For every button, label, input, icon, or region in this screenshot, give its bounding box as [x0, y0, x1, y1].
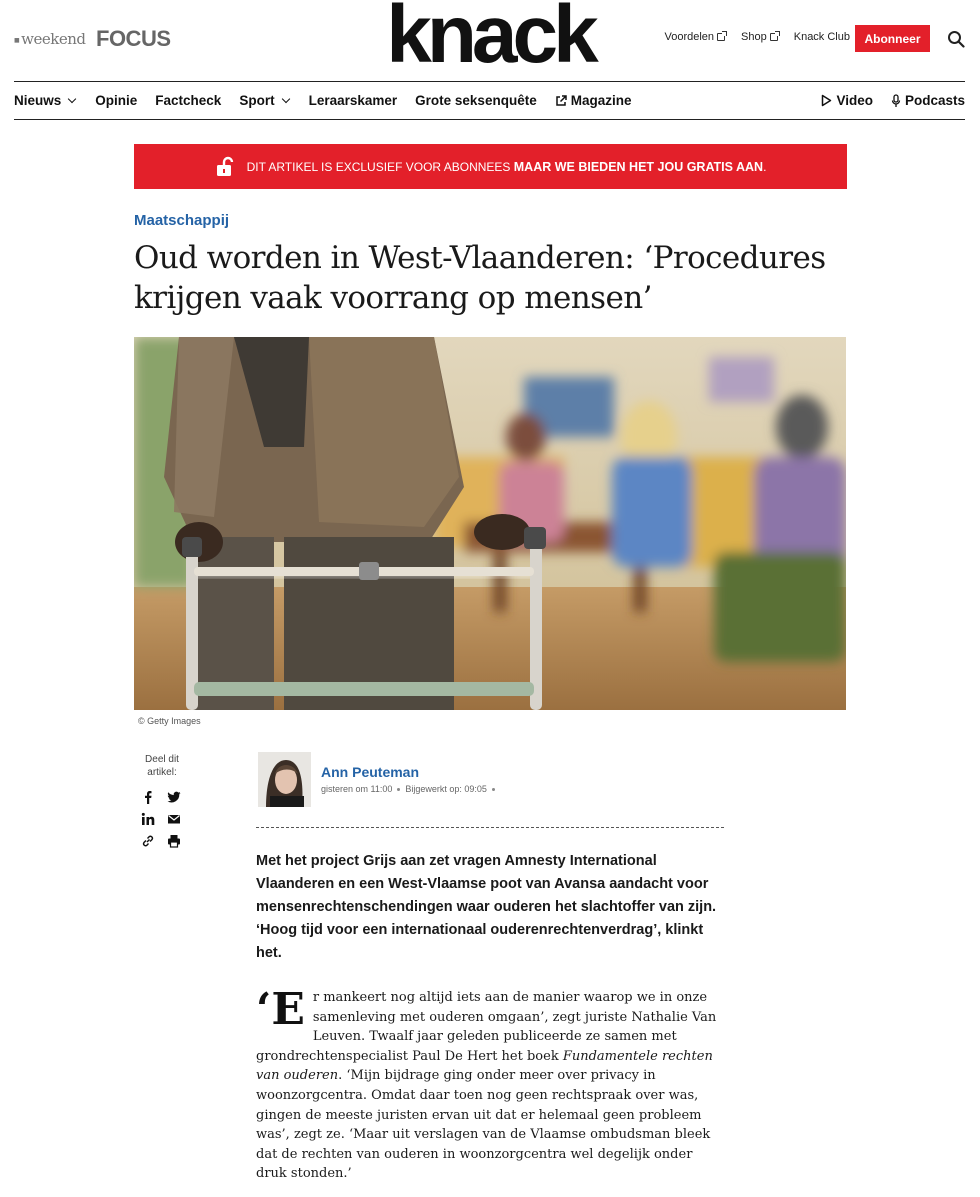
- nav-item-sport[interactable]: [239, 93, 290, 108]
- hero-image: [134, 337, 846, 710]
- external-link-icon: [717, 33, 725, 41]
- nav-item-video[interactable]: [821, 93, 873, 108]
- nav-item-video-label: Video: [836, 93, 873, 108]
- author-meta: [321, 784, 495, 794]
- nav-item-nieuws-label: Nieuws: [14, 93, 62, 108]
- sister-site-weekend[interactable]: ■ weekend: [14, 30, 86, 48]
- nav-media-links: [821, 82, 965, 119]
- nav-item-leraarskamer[interactable]: [309, 93, 398, 108]
- nav-item-nieuws[interactable]: [14, 93, 77, 108]
- meta-separator: [397, 788, 400, 791]
- author-divider: [256, 827, 724, 828]
- toplink-shop[interactable]: [741, 31, 778, 43]
- share-label: Deel dit artikel:: [145, 754, 179, 778]
- search-icon[interactable]: [947, 30, 965, 48]
- nav-item-sport-label: Sport: [239, 93, 275, 108]
- author-photo: [258, 752, 311, 807]
- toplink-voordelen-label: Voordelen: [664, 31, 715, 43]
- banner-text-end: .: [763, 159, 767, 174]
- body-paragraph-part1: r mankeert nog altijd iets aan de manier waarop we in onze samenleving met ouderen omgaan’, zegt juriste Nathalie Van Leuven. Twaalf jaar geleden publiceerde ze samen met grondrechtenspecialist Paul De Hert het boek: [256, 990, 717, 1064]
- play-icon: [821, 94, 832, 107]
- knack-logo[interactable]: knack: [386, 0, 594, 80]
- chevron-down-icon: [281, 95, 289, 103]
- author-name[interactable]: Ann Peuteman: [321, 764, 420, 780]
- nav-item-magazine-label: Magazine: [570, 93, 632, 108]
- top-bar: [0, 0, 980, 80]
- toplink-knack-club[interactable]: [794, 31, 850, 43]
- nav-item-opinie-label: Opinie: [95, 93, 138, 108]
- toplink-voordelen[interactable]: [664, 31, 725, 43]
- chevron-down-icon: [68, 95, 76, 103]
- banner-highlight: MAAR WE BIEDEN HET JOU GRATIS AAN: [513, 159, 764, 174]
- linkedin-icon[interactable]: [141, 812, 155, 826]
- nav-item-magazine[interactable]: [555, 93, 632, 108]
- top-links: [664, 31, 850, 43]
- nav-bottom-divider: [14, 119, 965, 120]
- exclusive-banner[interactable]: [134, 144, 847, 189]
- article-body: [256, 984, 726, 1184]
- external-link-icon: [555, 95, 567, 107]
- main-nav: [14, 82, 965, 119]
- nav-item-opinie[interactable]: [95, 93, 137, 108]
- subscribe-button[interactable]: Abonneer: [855, 25, 930, 52]
- author-avatar[interactable]: [258, 752, 311, 807]
- link-icon[interactable]: [141, 834, 155, 848]
- nav-item-factcheck-label: Factcheck: [155, 93, 222, 108]
- twitter-icon[interactable]: [167, 790, 181, 804]
- article-lead: Met het project Grijs aan zet vragen Amnesty International Vlaanderen en een West-Vlaamse poot van Avansa aandacht voor mensenrechtenschendingen waar ouderen het slachtoffer van zijn. ‘Hoog tijd voor een internationaal ouderenrechtenverdrag’, klinkt het.: [256, 853, 717, 961]
- microphone-icon: [891, 94, 901, 108]
- nav-item-factcheck[interactable]: [155, 93, 221, 108]
- toplink-shop-label: Shop: [741, 31, 767, 43]
- nav-item-seksenquete-label: Grote seksenquête: [415, 93, 537, 108]
- published-time: gisteren om 11:00: [321, 784, 393, 794]
- toplink-knack-club-label: Knack Club: [793, 31, 850, 43]
- article-category[interactable]: Maatschappij: [134, 212, 230, 229]
- nav-item-podcasts[interactable]: [891, 93, 965, 108]
- nav-item-seksenquete[interactable]: [415, 93, 537, 108]
- book-title: Fundamentele rechten van ouderen: [256, 1048, 713, 1084]
- article-headline: Oud worden in West-Vlaanderen: ‘Procedures krijgen vaak voorrang op mensen’: [134, 240, 826, 316]
- mail-icon[interactable]: [167, 812, 181, 826]
- external-link-icon: [770, 33, 778, 41]
- body-paragraph-part2: . ‘Mijn bijdrage ging onder meer over privacy in woonzorgcentra. Omdat daar toen nog geen rechtspraak over was, gingen de meeste juristen ervan uit dat er helemaal geen probleem was’, zegt ze. ‘Maar uit verslagen van de Vlaamse ombudsman bleek dat de rechten van ouderen in woonzorgcentra wel degelijk onder druk stonden.’: [256, 1068, 711, 1182]
- sister-site-weekend-label: weekend: [21, 30, 86, 48]
- image-caption: © Getty Images: [138, 716, 201, 726]
- banner-text: DIT ARTIKEL IS EXCLUSIEF VOOR ABONNEES: [246, 159, 511, 174]
- nav-item-leraarskamer-label: Leraarskamer: [308, 93, 398, 108]
- nav-item-podcasts-label: Podcasts: [904, 93, 965, 108]
- drop-cap: ‘E: [256, 984, 305, 1035]
- facebook-icon[interactable]: [141, 790, 155, 804]
- updated-time: Bijgewerkt op: 09:05: [405, 784, 487, 794]
- print-icon[interactable]: [167, 834, 181, 848]
- hero-illustration: [134, 337, 846, 710]
- lock-icon: [215, 156, 237, 178]
- sister-site-focus[interactable]: FOCUS: [96, 26, 171, 51]
- meta-separator: [492, 788, 495, 791]
